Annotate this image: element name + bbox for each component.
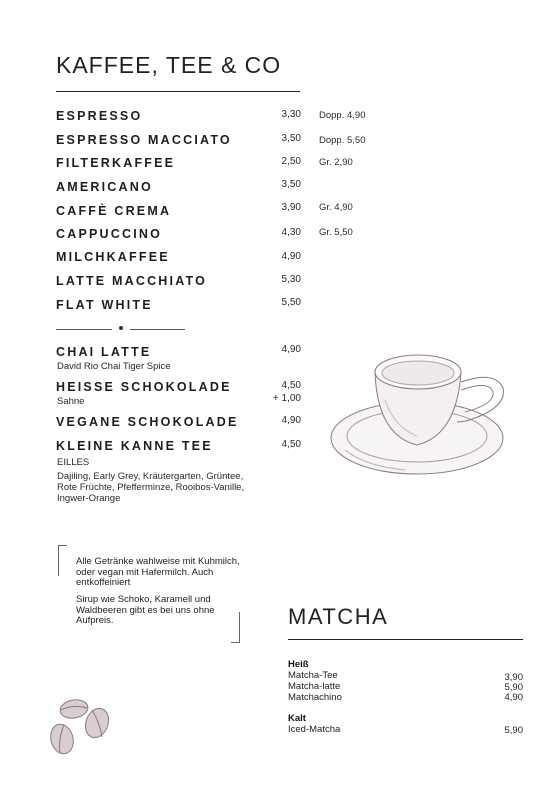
menu-item-name: MILCHKAFFEE xyxy=(56,250,170,264)
menu-item-price: 3,90 xyxy=(281,202,301,213)
menu-item-price: 5,50 xyxy=(281,297,301,308)
note-corner-top-left xyxy=(58,545,67,576)
section-divider-left xyxy=(56,329,112,330)
matcha-item-name: Matcha-Tee xyxy=(288,670,338,681)
menu-item-extra: Gr. 4,90 xyxy=(319,202,353,213)
menu-item-name: ESPRESSO MACCIATO xyxy=(56,133,232,147)
menu-item-extra: Gr. 2,90 xyxy=(319,157,353,168)
menu-item-name: VEGANE SCHOKOLADE xyxy=(56,415,239,429)
menu-item-name: FLAT WHITE xyxy=(56,298,153,312)
matcha-divider xyxy=(288,639,523,640)
tea-brand: EILLES xyxy=(57,457,90,468)
matcha-item-price: 4,90 xyxy=(504,692,523,703)
note-milk-options: Alle Getränke wahlweise mit Kuhmilch, oder vegan mit Hafermilch. Auch entkoffeiniert xyxy=(76,556,240,588)
menu-item-extra: Dopp. 4,90 xyxy=(319,110,366,121)
matcha-item-price: 3,90 xyxy=(504,672,523,683)
menu-item-price: 4,90 xyxy=(281,415,301,426)
menu-item-price: 3,50 xyxy=(281,133,301,144)
matcha-title: MATCHA xyxy=(288,604,389,629)
matcha-item-name: Iced-Matcha xyxy=(288,724,341,735)
menu-item-name: FILTERKAFFEE xyxy=(56,156,176,170)
menu-item-price: 3,30 xyxy=(281,109,301,120)
note-box xyxy=(58,545,240,643)
menu-item-price: 4,50 xyxy=(281,380,301,391)
menu-item-description: Sahne xyxy=(57,396,85,407)
menu-item-name: HEISSE SCHOKOLADE xyxy=(56,380,232,394)
matcha-hot-label: Heiß xyxy=(288,659,309,670)
matcha-item-name: Matchachino xyxy=(288,692,342,703)
menu-item-extra: Dopp. 5,50 xyxy=(319,135,366,146)
menu-item-name: CHAI LATTE xyxy=(56,345,152,359)
menu-item-name: AMERICANO xyxy=(56,180,153,194)
menu-item-name: ESPRESSO xyxy=(56,109,143,123)
menu-item-price: 2,50 xyxy=(281,156,301,167)
section-divider-dot xyxy=(119,326,123,330)
menu-item-price: 3,50 xyxy=(281,179,301,190)
tea-varieties: Dajiling, Early Grey, Kräutergarten, Grüntee, Rote Früchte, Pfefferminze, Rooibos-Vanille, Ingwer-Orange xyxy=(57,471,245,504)
coffee-cup-icon xyxy=(325,340,525,480)
note-syrup: Sirup wie Schoko, Karamell und Waldbeeren gibt es bei uns ohne Aufpreis. xyxy=(76,594,215,626)
section-divider-right xyxy=(130,329,185,330)
menu-item-price: 4,90 xyxy=(281,344,301,355)
menu-item-name: CAFFÈ CREMA xyxy=(56,204,172,218)
menu-item-name: LATTE MACCHIATO xyxy=(56,274,208,288)
coffee-beans-icon xyxy=(44,695,119,760)
menu-item-price: 4,30 xyxy=(281,227,301,238)
menu-item-name: CAPPUCCINO xyxy=(56,227,163,241)
matcha-item-price: 5,90 xyxy=(504,725,523,736)
menu-item-price: 4,90 xyxy=(281,251,301,262)
menu-item-addon-price: + 1,00 xyxy=(272,393,301,404)
menu-item-name: KLEINE KANNE TEE xyxy=(56,439,213,453)
menu-item-description: David Rio Chai Tiger Spice xyxy=(57,361,171,372)
menu-item-price: 5,30 xyxy=(281,274,301,285)
menu-item-extra: Gr. 5,50 xyxy=(319,227,353,238)
title-divider xyxy=(56,91,300,92)
matcha-cold-label: Kalt xyxy=(288,713,306,724)
matcha-item-name: Matcha-latte xyxy=(288,681,341,692)
page-title: KAFFEE, TEE & CO xyxy=(56,52,282,78)
matcha-item-price: 5,90 xyxy=(504,682,523,693)
menu-item-price: 4,50 xyxy=(281,439,301,450)
